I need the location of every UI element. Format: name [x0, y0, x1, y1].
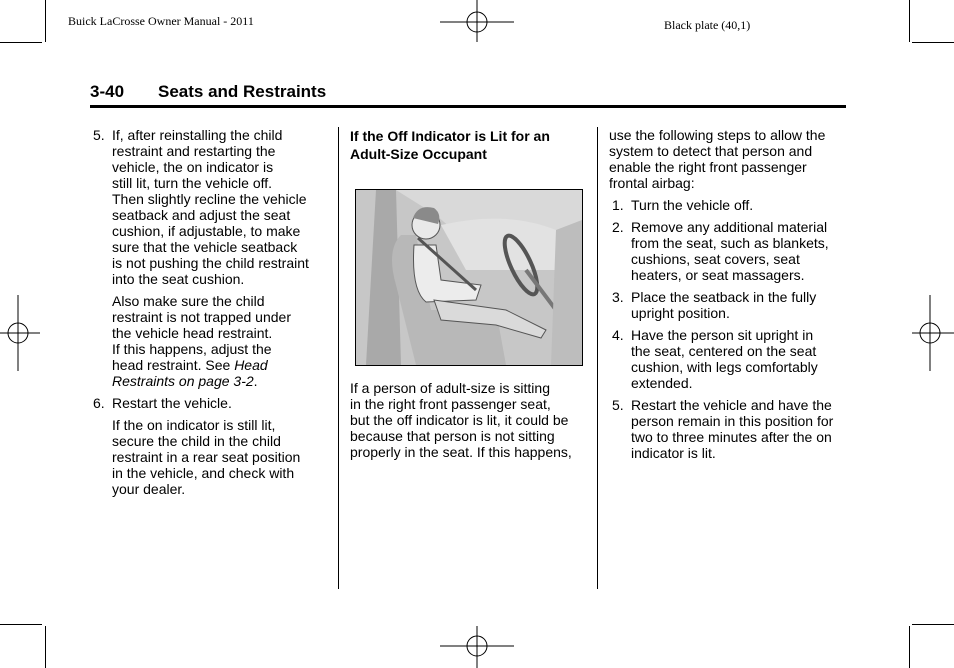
column-left: [90, 127, 326, 503]
item-number: 5.: [612, 397, 624, 413]
item-number: 5.: [93, 127, 105, 143]
registration-mark-left: [0, 295, 40, 371]
registration-mark-bottom: [440, 626, 514, 668]
step5-text: If, after reinstalling the child restraint and restarting the vehicle, the on indicator is still lit, turn the vehicle off. Then slightly recline the vehicle seatback and adjust the seat cushion, if adjustable, to make sure that the vehicle seatback is not pushing the child restraint into the seat cushion.: [112, 127, 309, 287]
list-item: 3. Place the seatback in the fully upright position.: [612, 289, 817, 321]
middle-paragraph: If a person of adult-size is sitting in the right front passenger seat, but the off indicator is lit, it could be because that person is not sitting properly in the seat. If this happens,: [350, 380, 572, 460]
column-middle: [350, 127, 590, 163]
also-paragraph: Also make sure the child restraint is not trapped under the vehicle head restraint. If this happens, adjust the head restraint. See Head Restraints on page 3-2.: [112, 293, 291, 389]
item-number: 2.: [612, 219, 624, 235]
adult-occupant-illustration: [355, 189, 583, 366]
list-item: 1. Turn the vehicle off.: [612, 197, 754, 213]
crop-mark: [909, 626, 910, 668]
section-header: [90, 81, 846, 108]
subsection-heading: If the Off Indicator is Lit for an Adult-Size Occupant: [350, 128, 550, 162]
plate-label: Black plate (40,1): [664, 18, 751, 32]
item-number: 6.: [93, 395, 105, 411]
list-item: [90, 395, 326, 411]
item-number: 3.: [612, 289, 624, 305]
registration-mark-top: [440, 0, 514, 42]
step6-text: Restart the vehicle.: [112, 395, 232, 411]
crop-mark: [45, 626, 46, 668]
list-item: 4. Have the person sit upright in the seat, centered on the seat cushion, with legs comfortably extended.: [612, 327, 818, 391]
list-item: 2. Remove any additional material from the seat, such as blankets, cushions, seat covers, seat heaters, or seat massagers.: [612, 219, 829, 283]
column-right: [609, 127, 849, 467]
crop-mark: [912, 42, 954, 43]
crop-mark: [0, 624, 42, 625]
crop-mark: [0, 42, 42, 43]
section-title: Seats and Restraints: [158, 82, 327, 101]
column-divider: [338, 127, 339, 589]
manual-title: Buick LaCrosse Owner Manual - 2011: [68, 14, 254, 28]
list-item: [90, 127, 326, 287]
item-number: 1.: [612, 197, 624, 213]
cross-reference-link[interactable]: Head: [234, 357, 268, 373]
crop-mark: [909, 0, 910, 42]
registration-mark-right: [912, 295, 954, 371]
if-on-paragraph: If the on indicator is still lit, secure the child in the child restraint in a rear seat position in the vehicle, and check with your dealer.: [112, 417, 301, 497]
item-number: 4.: [612, 327, 624, 343]
intro-paragraph: use the following steps to allow the system to detect that person and enable the right front passenger frontal airbag:: [609, 127, 826, 191]
crop-mark: [912, 624, 954, 625]
page-number: 3-40: [90, 82, 125, 101]
crop-mark: [45, 0, 46, 42]
list-item: 5. Restart the vehicle and have the person remain in this position for two to three minutes after the on indicator is lit.: [612, 397, 834, 461]
cross-reference-link[interactable]: Restraints on page 3-2: [112, 373, 254, 389]
column-divider: [597, 127, 598, 589]
